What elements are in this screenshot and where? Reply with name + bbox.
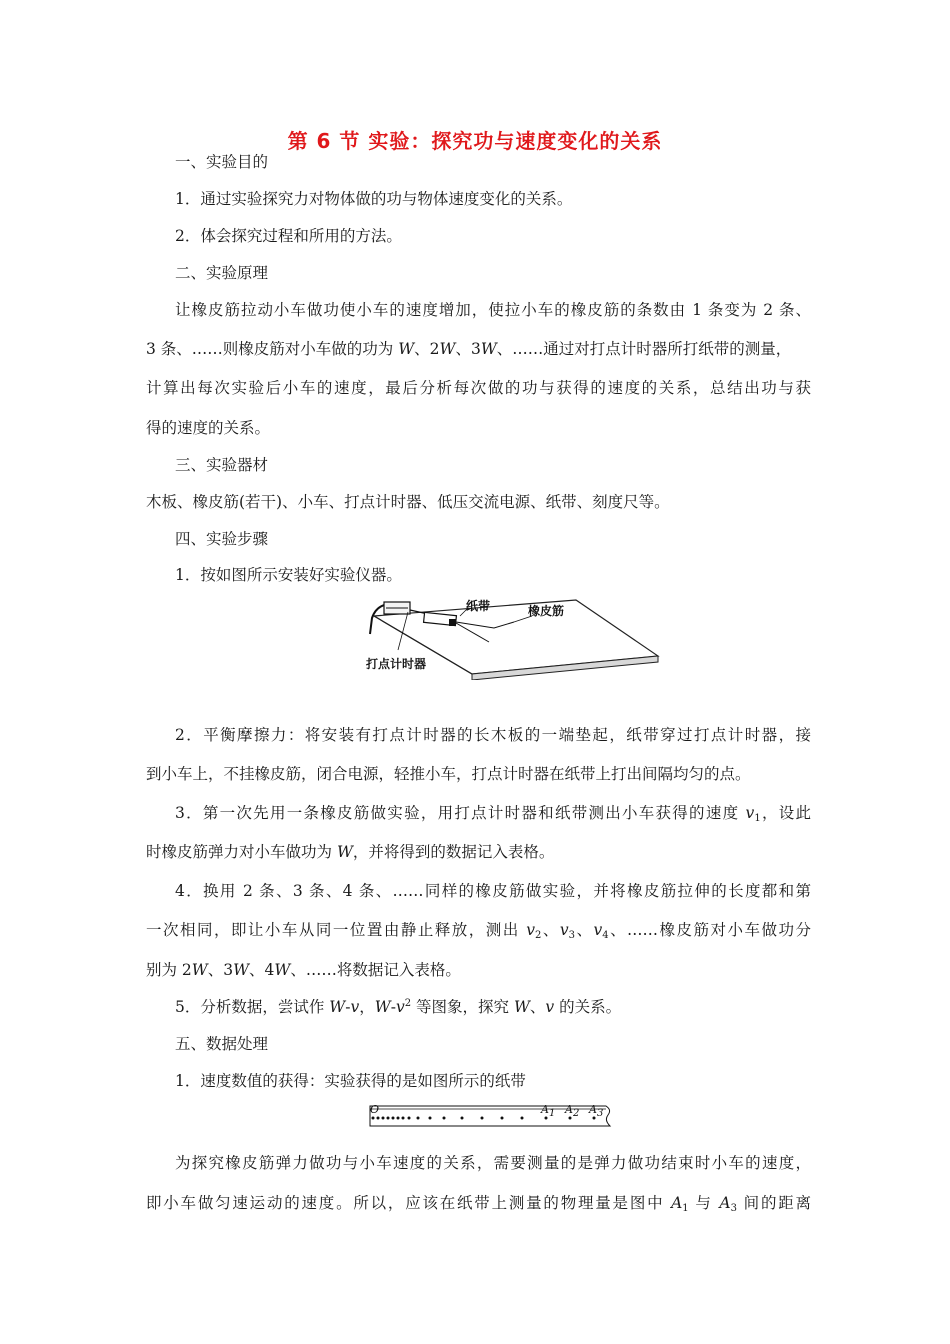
section-heading-data: 五、数据处理 (175, 1035, 269, 1053)
data-item-1: 1．速度数值的获得：实验获得的是如图所示的纸带 (175, 1072, 526, 1090)
principle-line-3: 计算出每次实验后小车的速度，最后分析每次做的功与获得的速度的关系，总结出功与获 (146, 379, 811, 397)
tape-label-a2: $A_2$ (565, 1103, 580, 1119)
dot (382, 1117, 385, 1120)
dot (402, 1117, 405, 1120)
dot (417, 1117, 420, 1120)
principle-line-2: 3 条、……则橡皮筋对小车做的功为 W、2W、3W、……通过对打点计时器所打纸带的测量， (146, 340, 792, 358)
cart-hook (449, 619, 456, 626)
step-1: 1．按如图所示安装好实验仪器。 (175, 566, 402, 584)
dot (429, 1117, 432, 1120)
label-paper-tape: 纸带 (466, 599, 491, 613)
dot (392, 1117, 395, 1120)
dot (481, 1117, 484, 1120)
label-rubber-band: 橡皮筋 (528, 604, 565, 618)
section-heading-purpose: 一、实验目的 (175, 153, 269, 171)
purpose-item-2: 2．体会探究过程和所用的方法。 (175, 227, 402, 245)
dot (397, 1117, 400, 1120)
step-4-line-2: 一次相同，即让小车从同一位置由静止释放，测出 $v_2$、$v_3$、$v_4$、……橡皮筋对小车做功分 (146, 921, 811, 941)
dot-a3 (593, 1117, 596, 1120)
purpose-item-1: 1．通过实验探究力对物体做的功与物体速度变化的关系。 (175, 190, 573, 208)
section-heading-principle: 二、实验原理 (175, 264, 269, 282)
dot (521, 1117, 524, 1120)
step-3-line-2: 时橡皮筋弹力对小车做功为 W，并将得到的数据记入表格。 (146, 843, 555, 861)
label-timer: 打点计时器 (366, 657, 427, 671)
step-4-line-3: 别为 2W、3W、4W、……将数据记入表格。 (146, 961, 461, 979)
dot (501, 1117, 504, 1120)
dot-a2 (569, 1117, 572, 1120)
dot (387, 1117, 390, 1120)
page-title: 第 6 节 实验：探究功与速度变化的关系 (287, 129, 663, 153)
dot (461, 1117, 464, 1120)
step-5: 5．分析数据，尝试作 W-v，$W-v^2$ 等图象，探究 W、v 的关系。 (175, 998, 622, 1016)
step-4-line-1: 4．换用 2 条、3 条、4 条、……同样的橡皮筋做实验，并将橡皮筋拉伸的长度都和第 (175, 882, 811, 900)
section-heading-equipment: 三、实验器材 (175, 456, 269, 474)
dot-a1 (545, 1117, 548, 1120)
data-para-line-2: 即小车做匀速运动的速度。所以，应该在纸带上测量的物理量是图中 $A_1$ 与 $A_3$ 间的距离 (146, 1194, 811, 1214)
dot (372, 1117, 375, 1120)
step-2-line-2: 到小车上，不挂橡皮筋，闭合电源，轻推小车，打点计时器在纸带上打出间隔均匀的点。 (146, 765, 751, 783)
principle-line-1: 让橡皮筋拉动小车做功使小车的速度增加，使拉小车的橡皮筋的条数由 1 条变为 2 条、 (175, 301, 811, 319)
principle-line-4: 得的速度的关系。 (146, 419, 271, 437)
dot (377, 1117, 380, 1120)
data-para-line-1: 为探究橡皮筋弹力做功与小车速度的关系，需要测量的是弹力做功结束时小车的速度， (175, 1154, 811, 1172)
step-2-line-1: 2．平衡摩擦力：将安装有打点计时器的长木板的一端垫起，纸带穿过打点计时器，接 (175, 726, 811, 744)
step-3-line-1: 3．第一次先用一条橡皮筋做实验，用打点计时器和纸带测出小车获得的速度 $v_1$，设此 (175, 804, 811, 824)
dot (408, 1117, 411, 1120)
section-heading-steps: 四、实验步骤 (175, 530, 269, 548)
paper-tape-figure (366, 1102, 618, 1130)
tape-label-o: O (370, 1103, 380, 1116)
tape-label-a3: $A_3$ (589, 1103, 604, 1119)
dot (443, 1117, 446, 1120)
tape-label-a1: $A_1$ (541, 1103, 556, 1119)
equipment-list: 木板、橡皮筋(若干)、小车、打点计时器、低压交流电源、纸带、刻度尺等。 (146, 493, 670, 511)
